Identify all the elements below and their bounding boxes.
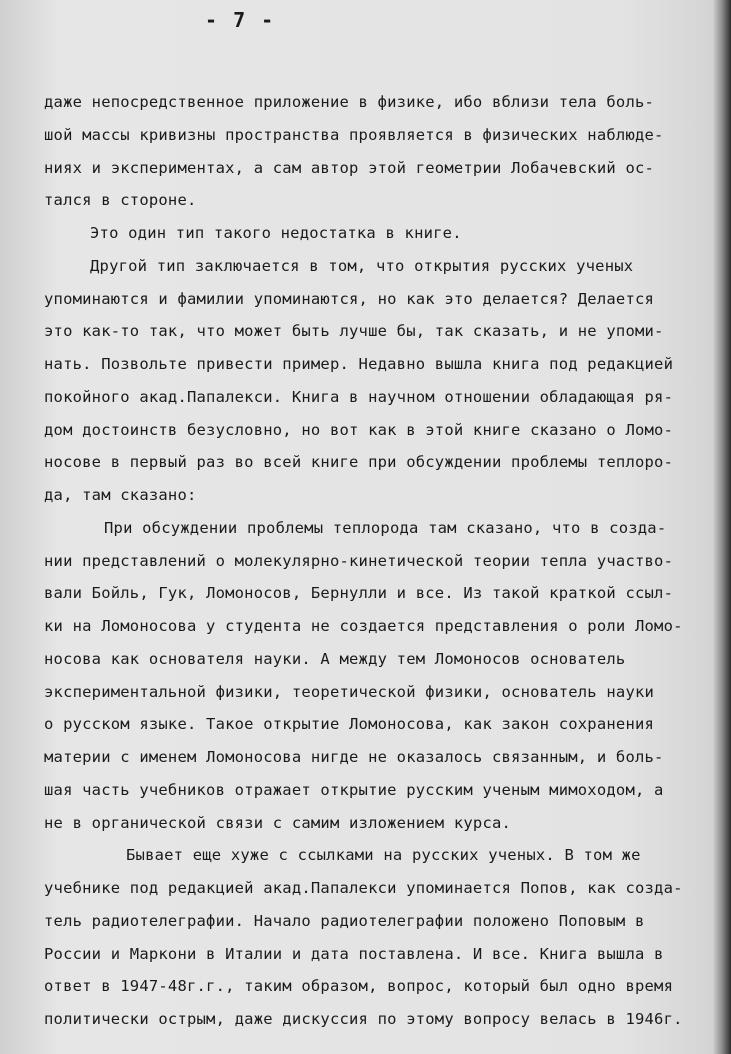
text-line: шая часть учебников отражает открытие русским ученым мимоходом, а [44, 780, 664, 799]
text-line: тель радиотелеграфии. Начало радиотелеграфии положено Поповым в [44, 911, 645, 930]
text-line: ответ в 1947-48г.г., таким образом, вопрос, который был одно время [44, 977, 674, 996]
text-line: Бывает еще хуже с ссылками на русских ученых. В том же [126, 846, 641, 865]
text-line: Другой тип заключается в том, что открытия русских ученых [90, 256, 634, 275]
text-line: учебнике под редакцией акад.Папалекси упоминается Попов, как созда- [44, 879, 683, 897]
text-line: ниях и экспериментах, а сам автор этой геометрии Лобачевский ос- [44, 158, 655, 177]
text-line: материи с именем Ломоносова нигде не оказалось связанным, и боль- [44, 748, 664, 766]
text-line: шой массы кривизны пространства проявляется в физических наблюде- [44, 125, 664, 144]
text-line: ки на Ломоносова у студента не создается представления о роли Ломо- [44, 617, 683, 635]
text-line: нать. Позвольте привести пример. Недавно вышла книга под редакцией [44, 355, 674, 373]
scan-edge-shadow [713, 0, 731, 1054]
text-line: нии представлений о молекулярно-кинетической теории тепла участво- [44, 551, 674, 570]
text-line: тался в стороне. [44, 191, 197, 210]
text-line: это как-то так, что может быть лучше бы, так сказать, и не упоми- [44, 322, 664, 341]
text-line: даже непосредственное приложение в физике, ибо вблизи тела боль- [44, 93, 655, 111]
text-line: не в органической связи с самим изложением курса. [44, 813, 512, 832]
text-line: дом достоинств безусловно, но вот как в этой книге сказано о Ломо- [44, 420, 674, 439]
text-line: При обсуждении проблемы теплорода там сказано, что в созда- [104, 518, 667, 537]
text-line: носове в первый раз во всей книге при обсуждении проблемы теплоро- [44, 453, 674, 472]
page-number: - 7 - [205, 8, 276, 32]
text-line: упоминаются и фамилии упоминаются, но как это делается? Делается [44, 289, 655, 308]
text-line: да, там сказано: [44, 486, 197, 504]
text-line: о русском языке. Такое открытие Ломоносова, как закон сохранения [44, 715, 655, 734]
body-text [44, 86, 714, 1036]
text-line: покойного акад.Папалекси. Книга в научном отношении обладающая ря- [44, 387, 674, 406]
text-line: России и Маркони в Италии и дата поставлена. И все. Книга вышла в [44, 944, 664, 963]
text-line: Это один тип такого недостатка в книге. [90, 224, 462, 242]
text-line: носова как основателя науки. А между тем Ломоносов основатель [44, 649, 626, 668]
text-line: вали Бойль, Гук, Ломоносов, Бернулли и все. Из такой краткой ссыл- [44, 584, 674, 603]
text-line: политически острым, даже дискуссия по этому вопросу велась в 1946г. [44, 1010, 683, 1028]
text-line: экспериментальной физики, теоретической физики, основатель науки [44, 682, 655, 701]
